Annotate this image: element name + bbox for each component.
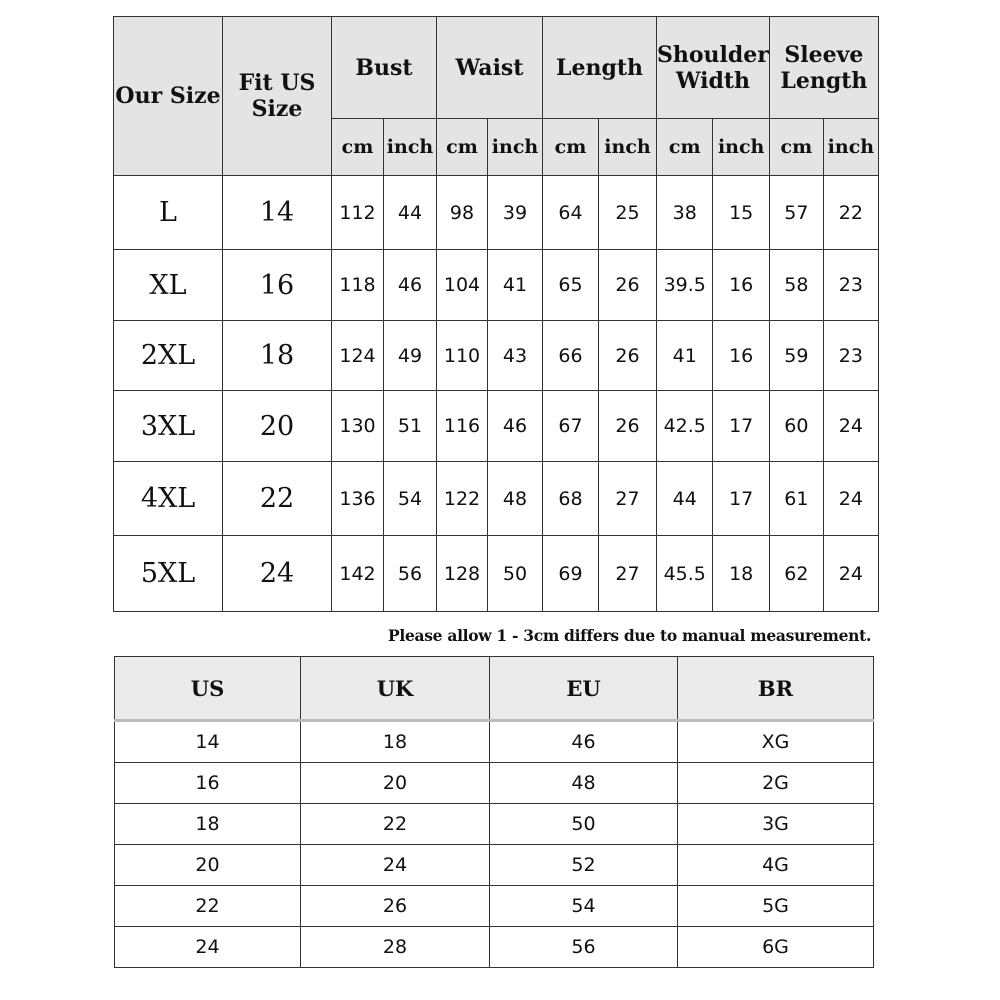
shoulder-inch: 18 — [713, 536, 769, 612]
bust-cm: 118 — [332, 250, 384, 321]
length-cm: 67 — [543, 391, 599, 462]
length-inch: 26 — [599, 250, 657, 321]
br-cell: 4G — [678, 845, 874, 886]
length-inch: 26 — [599, 391, 657, 462]
us-cell: 16 — [115, 763, 301, 804]
sleeve-cm: 62 — [769, 536, 823, 612]
unit-cm: cm — [437, 119, 488, 176]
waist-cm: 128 — [437, 536, 488, 612]
br-cell: 6G — [678, 927, 874, 968]
waist-cm: 116 — [437, 391, 488, 462]
table-row — [115, 804, 874, 845]
size-label: 3XL — [114, 391, 223, 462]
sleeve-cm: 61 — [769, 462, 823, 536]
unit-cm: cm — [769, 119, 823, 176]
shoulder-cm: 42.5 — [657, 391, 713, 462]
size-label: 5XL — [114, 536, 223, 612]
header-us: US — [115, 657, 301, 721]
uk-cell: 26 — [301, 886, 490, 927]
waist-cm: 98 — [437, 176, 488, 250]
size-label: 4XL — [114, 462, 223, 536]
us-cell: 22 — [115, 886, 301, 927]
size-chart-table — [113, 16, 879, 612]
eu-cell: 52 — [490, 845, 678, 886]
us-cell: 20 — [115, 845, 301, 886]
measurement-note: Please allow 1 - 3cm differs due to manual measurement. — [388, 626, 872, 645]
table-row — [114, 250, 879, 321]
waist-inch: 48 — [488, 462, 543, 536]
bust-inch: 51 — [384, 391, 437, 462]
waist-inch: 46 — [488, 391, 543, 462]
header-shoulder-width: Shoulder Width — [657, 17, 770, 119]
shoulder-inch: 17 — [713, 391, 769, 462]
bust-cm: 130 — [332, 391, 384, 462]
header-br: BR — [678, 657, 874, 721]
shoulder-cm: 45.5 — [657, 536, 713, 612]
waist-cm: 122 — [437, 462, 488, 536]
table-row — [115, 763, 874, 804]
waist-cm: 110 — [437, 321, 488, 391]
table-row — [115, 721, 874, 763]
br-cell: 5G — [678, 886, 874, 927]
eu-cell: 54 — [490, 886, 678, 927]
shoulder-inch: 17 — [713, 462, 769, 536]
sleeve-inch: 24 — [823, 462, 878, 536]
header-our-size: Our Size — [114, 17, 223, 176]
length-cm: 65 — [543, 250, 599, 321]
waist-inch: 39 — [488, 176, 543, 250]
bust-inch: 54 — [384, 462, 437, 536]
sleeve-inch: 23 — [823, 250, 878, 321]
unit-cm: cm — [332, 119, 384, 176]
eu-cell: 48 — [490, 763, 678, 804]
shoulder-inch: 16 — [713, 321, 769, 391]
table-row — [114, 176, 879, 250]
length-inch: 25 — [599, 176, 657, 250]
bust-inch: 56 — [384, 536, 437, 612]
bust-cm: 136 — [332, 462, 384, 536]
unit-cm: cm — [657, 119, 713, 176]
us-cell: 18 — [115, 804, 301, 845]
header-waist: Waist — [437, 17, 543, 119]
waist-inch: 43 — [488, 321, 543, 391]
length-cm: 68 — [543, 462, 599, 536]
size-conversion-table — [114, 656, 874, 968]
table-row — [115, 886, 874, 927]
size-label: XL — [114, 250, 223, 321]
table-row — [115, 927, 874, 968]
uk-cell: 20 — [301, 763, 490, 804]
waist-inch: 41 — [488, 250, 543, 321]
us-size: 20 — [223, 391, 332, 462]
uk-cell: 28 — [301, 927, 490, 968]
length-inch: 27 — [599, 536, 657, 612]
us-cell: 24 — [115, 927, 301, 968]
waist-inch: 50 — [488, 536, 543, 612]
uk-cell: 22 — [301, 804, 490, 845]
sleeve-cm: 57 — [769, 176, 823, 250]
unit-inch: inch — [823, 119, 878, 176]
uk-cell: 18 — [301, 721, 490, 763]
br-cell: 2G — [678, 763, 874, 804]
size-label: L — [114, 176, 223, 250]
us-size: 24 — [223, 536, 332, 612]
table-row — [114, 391, 879, 462]
shoulder-cm: 39.5 — [657, 250, 713, 321]
uk-cell: 24 — [301, 845, 490, 886]
header-eu: EU — [490, 657, 678, 721]
eu-cell: 56 — [490, 927, 678, 968]
size-label: 2XL — [114, 321, 223, 391]
header-fit-us-size: Fit US Size — [223, 17, 332, 176]
unit-inch: inch — [488, 119, 543, 176]
length-inch: 26 — [599, 321, 657, 391]
unit-cm: cm — [543, 119, 599, 176]
sleeve-inch: 24 — [823, 391, 878, 462]
sleeve-cm: 59 — [769, 321, 823, 391]
length-cm: 64 — [543, 176, 599, 250]
sleeve-cm: 58 — [769, 250, 823, 321]
shoulder-cm: 38 — [657, 176, 713, 250]
eu-cell: 46 — [490, 721, 678, 763]
header-sleeve-length: Sleeve Length — [769, 17, 878, 119]
sleeve-inch: 23 — [823, 321, 878, 391]
header-bust: Bust — [332, 17, 437, 119]
us-size: 22 — [223, 462, 332, 536]
table-row — [114, 321, 879, 391]
sleeve-inch: 24 — [823, 536, 878, 612]
bust-cm: 142 — [332, 536, 384, 612]
unit-inch: inch — [599, 119, 657, 176]
length-cm: 66 — [543, 321, 599, 391]
length-inch: 27 — [599, 462, 657, 536]
length-cm: 69 — [543, 536, 599, 612]
bust-inch: 44 — [384, 176, 437, 250]
unit-inch: inch — [713, 119, 769, 176]
us-cell: 14 — [115, 721, 301, 763]
sleeve-inch: 22 — [823, 176, 878, 250]
waist-cm: 104 — [437, 250, 488, 321]
us-size: 16 — [223, 250, 332, 321]
us-size: 18 — [223, 321, 332, 391]
shoulder-cm: 41 — [657, 321, 713, 391]
table-row — [114, 536, 879, 612]
sleeve-cm: 60 — [769, 391, 823, 462]
bust-inch: 46 — [384, 250, 437, 321]
table-row — [115, 845, 874, 886]
header-uk: UK — [301, 657, 490, 721]
bust-cm: 112 — [332, 176, 384, 250]
br-cell: XG — [678, 721, 874, 763]
table-row — [114, 462, 879, 536]
shoulder-inch: 16 — [713, 250, 769, 321]
eu-cell: 50 — [490, 804, 678, 845]
br-cell: 3G — [678, 804, 874, 845]
us-size: 14 — [223, 176, 332, 250]
unit-inch: inch — [384, 119, 437, 176]
shoulder-cm: 44 — [657, 462, 713, 536]
header-length: Length — [543, 17, 657, 119]
bust-cm: 124 — [332, 321, 384, 391]
bust-inch: 49 — [384, 321, 437, 391]
shoulder-inch: 15 — [713, 176, 769, 250]
